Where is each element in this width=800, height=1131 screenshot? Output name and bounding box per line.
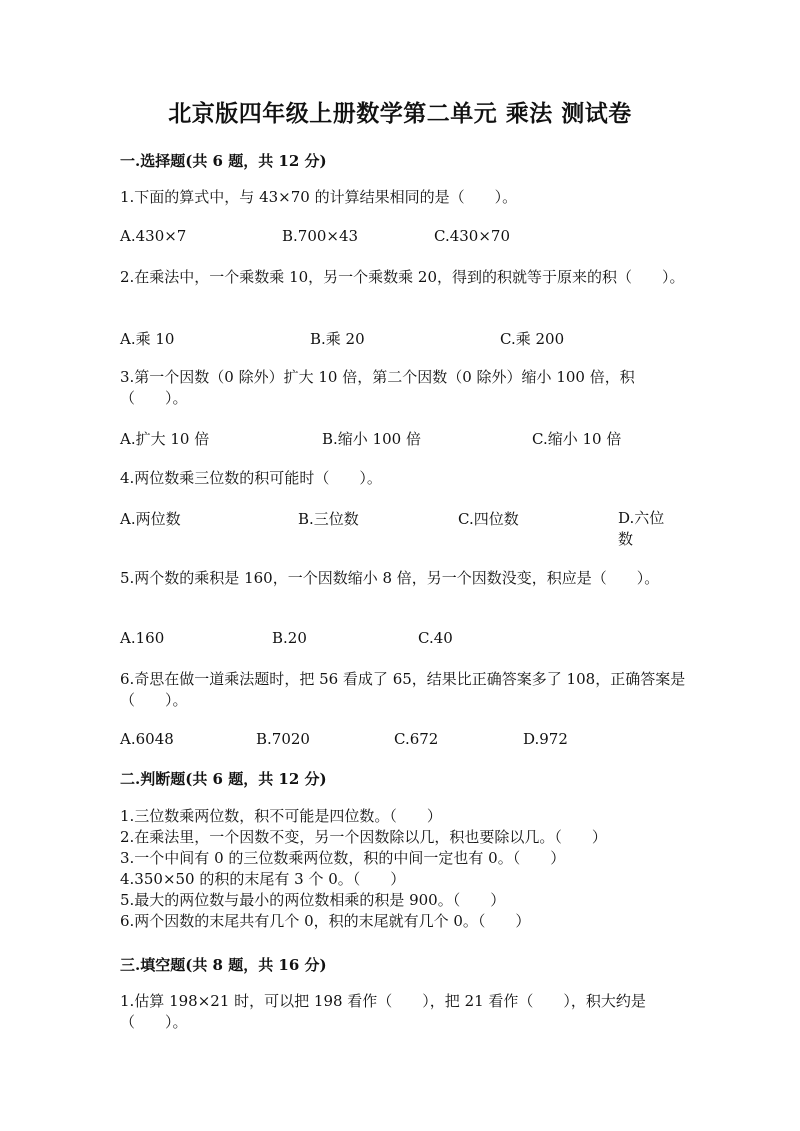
question-text: 1.下面的算式中，与 43×70 的计算结果相同的是（ ）。 bbox=[120, 188, 518, 206]
judge-item: 5.最大的两位数与最小的两位数相乘的积是 900。（ ） bbox=[120, 891, 506, 909]
option-c[interactable]: C.四位数 bbox=[458, 510, 519, 528]
option-c[interactable]: C.乘 200 bbox=[500, 330, 565, 348]
section-heading-judge: 二.判断题(共 6 题，共 12 分) bbox=[120, 770, 327, 788]
option-d[interactable]: D.六位数 bbox=[618, 509, 665, 548]
options-row bbox=[120, 227, 690, 248]
option-b[interactable]: B.20 bbox=[272, 629, 307, 647]
judge-item: 1.三位数乘两位数，积不可能是四位数。（ ） bbox=[120, 807, 442, 825]
option-c[interactable]: C.缩小 10 倍 bbox=[532, 430, 622, 448]
question-text: 4.两位数乘三位数的积可能时（ ）。 bbox=[120, 469, 382, 487]
question-text: 6.奇思在做一道乘法题时，把 56 看成了 65，结果比正确答案多了 108，正确答案是（ ）。 bbox=[120, 670, 686, 709]
option-a[interactable]: A.6048 bbox=[120, 730, 174, 748]
options-row bbox=[120, 629, 690, 650]
question-text: 3.第一个因数（0 除外）扩大 10 倍，第二个因数（0 除外）缩小 100 倍，积（ ）。 bbox=[120, 368, 635, 407]
option-b[interactable]: B.三位数 bbox=[298, 510, 359, 528]
judge-item: 4.350×50 的积的末尾有 3 个 0。（ ） bbox=[120, 870, 406, 888]
options-row bbox=[120, 508, 690, 548]
option-a[interactable]: A.160 bbox=[120, 629, 165, 647]
options-row bbox=[120, 328, 690, 349]
options-row bbox=[120, 730, 690, 751]
question-text: 1.估算 198×21 时，可以把 198 看作（ ），把 21 看作（ ），积大约是（ ）。 bbox=[120, 992, 646, 1031]
section-heading-fill: 三.填空题(共 8 题，共 16 分) bbox=[120, 956, 327, 974]
option-a[interactable]: A.扩大 10 倍 bbox=[120, 430, 210, 448]
question-text: 2.在乘法中，一个乘数乘 10，另一个乘数乘 20，得到的积就等于原来的积（ ）。 bbox=[120, 268, 685, 286]
option-b[interactable]: B.乘 20 bbox=[310, 330, 365, 348]
judge-item: 3.一个中间有 0 的三位数乘两位数，积的中间一定也有 0。（ ） bbox=[120, 849, 566, 867]
option-a[interactable]: A.430×7 bbox=[120, 227, 187, 245]
option-c[interactable]: C.40 bbox=[418, 629, 453, 647]
option-a[interactable]: A.乘 10 bbox=[120, 330, 175, 348]
option-b[interactable]: B.缩小 100 倍 bbox=[322, 430, 421, 448]
section-heading-choice: 一.选择题(共 6 题，共 12 分) bbox=[120, 152, 327, 170]
judge-item: 2.在乘法里，一个因数不变，另一个因数除以几，积也要除以几。（ ） bbox=[120, 828, 607, 846]
option-b[interactable]: B.700×43 bbox=[282, 227, 359, 245]
judge-list bbox=[120, 806, 700, 932]
page-title: 北京版四年级上册数学第二单元 乘法 测试卷 bbox=[168, 100, 632, 127]
options-row bbox=[120, 428, 690, 449]
judge-item: 6.两个因数的末尾共有几个 0，积的末尾就有几个 0。（ ） bbox=[120, 912, 531, 930]
option-a[interactable]: A.两位数 bbox=[120, 510, 181, 528]
option-c[interactable]: C.672 bbox=[394, 730, 439, 748]
option-b[interactable]: B.7020 bbox=[256, 730, 310, 748]
option-d[interactable]: D.972 bbox=[523, 730, 568, 748]
question-text: 5.两个数的乘积是 160，一个因数缩小 8 倍，另一个因数没变，积应是（ ）。 bbox=[120, 569, 660, 587]
option-c[interactable]: C.430×70 bbox=[434, 227, 510, 245]
